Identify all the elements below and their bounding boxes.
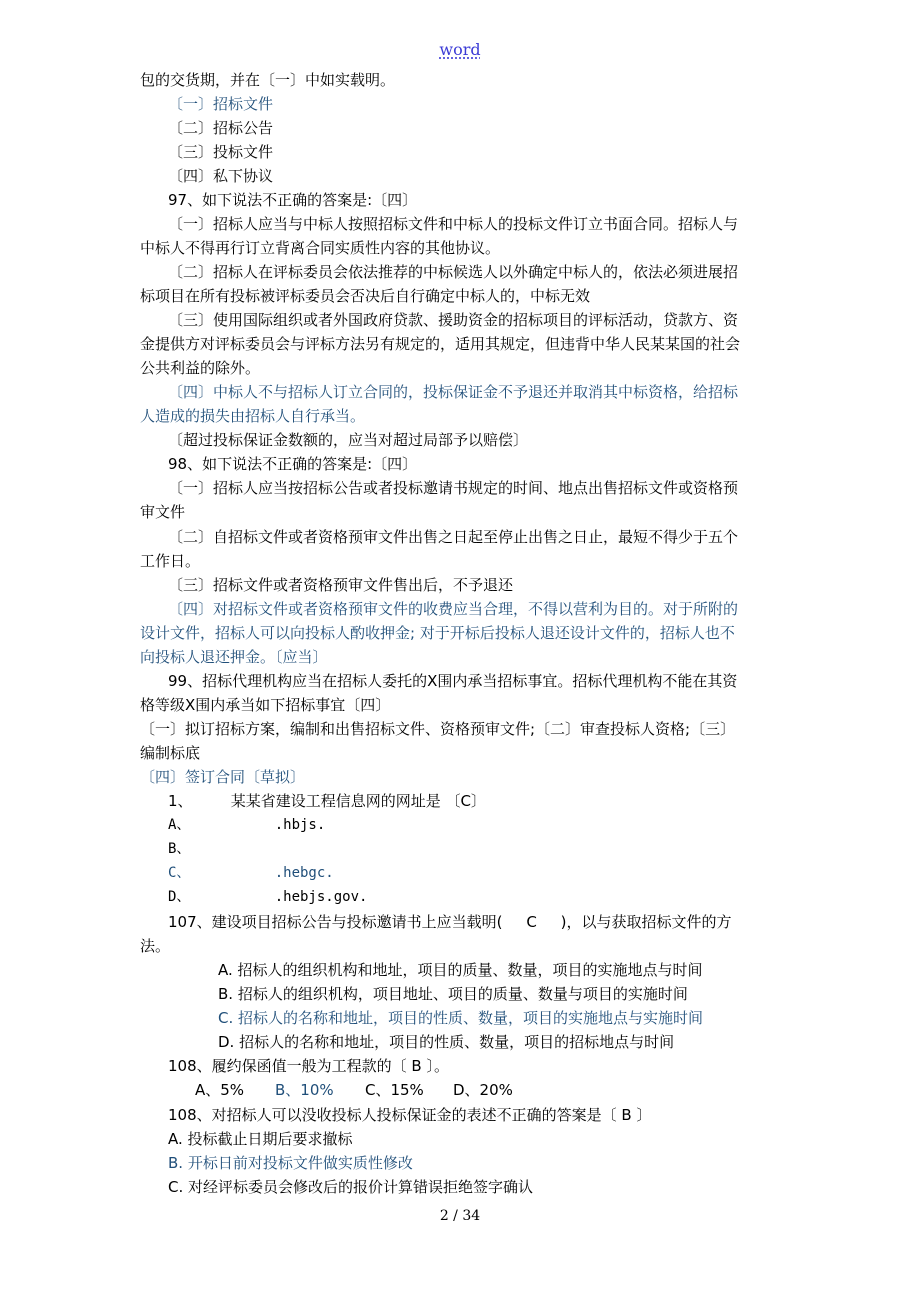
page-number: 2 / 34 <box>439 1208 481 1224</box>
question-line: 1、 某某省建设工程信息网的网址是 〔C〕 <box>168 792 486 810</box>
text-line: 〔一〕招标人应当按招标公告或者投标邀请书规定的时间、地点出售招标文件或资格预 <box>168 479 739 497</box>
option-b-answer: B、10% <box>275 1081 334 1099</box>
text-line: 法。 <box>140 937 171 955</box>
option-a: A、5% <box>195 1081 245 1099</box>
question-line: 108、对招标人可以没收投标人投标保证金的表述不正确的答案是〔 B 〕 <box>168 1106 652 1124</box>
answer-line: 〔四〕中标人不与招标人订立合同的，投标保证金不予退还并取消其中标资格，给招标 <box>168 383 739 401</box>
text-line: 格等级X围内承当如下招标事宜〔四〕 <box>140 696 391 714</box>
option-line: B、 <box>168 841 191 857</box>
answer-line: 〔四〕对招标文件或者资格预审文件的收费应当合理，不得以营利为目的。对于所附的 <box>168 600 739 618</box>
text-line: 标项目在所有投标被评标委员会否决后自行确定中标人的，中标无效 <box>140 287 591 305</box>
answer-line: 设计文件，招标人可以向投标人酌收押金; 对于开标后投标人退还设计文件的，招标人也不 <box>140 624 735 642</box>
question-line: 98、如下说法不正确的答案是:〔四〕 <box>168 455 418 473</box>
option-line: A、 .hbjs. <box>168 817 326 833</box>
option-d: D、20% <box>453 1081 513 1099</box>
text-line: 金提供方对评标委员会与评标方法另有规定的，适用其规定，但违背中华人民某某国的社会 <box>140 335 741 353</box>
answer-option-line: C. 招标人的名称和地址，项目的性质、数量，项目的实施地点与实施时间 <box>218 1009 704 1027</box>
text-line: 〔超过投标保证金数额的，应当对超过局部予以赔偿〕 <box>168 431 529 449</box>
text-line: 工作日。 <box>140 552 201 570</box>
option-line: B. 招标人的组织机构，项目地址、项目的质量、数量与项目的实施时间 <box>218 985 688 1003</box>
text-line: 〔四〕私下协议 <box>168 167 274 185</box>
option-line: D. 招标人的名称和地址，项目的性质、数量，项目的招标地点与时间 <box>218 1033 675 1051</box>
question-line: 108、履约保函值一般为工程款的〔 B 〕。 <box>168 1057 449 1075</box>
text-line: 公共利益的除外。 <box>140 359 261 377</box>
answer-line: 〔四〕签订合同〔草拟〕 <box>140 768 306 786</box>
text-line: 〔二〕招标公告 <box>168 119 274 137</box>
text-line: 〔二〕招标人在评标委员会依法推荐的中标候选人以外确定中标人的，依法必须进展招 <box>168 263 739 281</box>
question-line: 99、招标代理机构应当在招标人委托的X围内承当招标事宜。招标代理机构不能在其资 <box>168 672 738 690</box>
text-line: 编制标底 <box>140 744 201 762</box>
text-line: 〔一〕招标人应当与中标人按照招标文件和中标人的投标文件订立书面合同。招标人与 <box>168 215 739 233</box>
text-line: 〔三〕招标文件或者资格预审文件售出后，不予退还 <box>168 576 514 594</box>
answer-option-line: C、 .hebgc. <box>168 865 334 881</box>
text-line: 中标人不得再行订立背离合同实质性内容的其他协议。 <box>140 239 501 257</box>
text-line: 〔三〕投标文件 <box>168 143 274 161</box>
option-line: C. 对经评标委员会修改后的报价计算错误拒绝签字确认 <box>168 1178 534 1196</box>
text-line: 包的交货期，并在〔一〕中如实载明。 <box>140 71 396 89</box>
answer-line: 人造成的损失由招标人自行承当。 <box>140 407 366 425</box>
question-line: 107、建设项目招标公告与投标邀请书上应当载明( C )，以与获取招标文件的方 <box>168 913 732 931</box>
text-line: 〔一〕拟订招标方案，编制和出售招标文件、资格预审文件;〔二〕审查投标人资格;〔三〕 <box>140 720 736 738</box>
answer-line: 〔一〕招标文件 <box>168 95 274 113</box>
option-line: A. 招标人的组织机构和地址，项目的质量、数量，项目的实施地点与时间 <box>218 961 703 979</box>
answer-option-line: B. 开标日前对投标文件做实质性修改 <box>168 1154 413 1172</box>
option-line: A. 投标截止日期后要求撤标 <box>168 1130 353 1148</box>
option-c: C、15% <box>365 1081 424 1099</box>
text-line: 〔二〕自招标文件或者资格预审文件出售之日起至停止出售之日止，最短不得少于五个 <box>168 528 739 546</box>
text-line: 〔三〕使用国际组织或者外国政府贷款、援助资金的招标项目的评标活动，贷款方、资 <box>168 311 739 329</box>
option-line: D、 .hebjs.gov. <box>168 889 368 905</box>
answer-line: 向投标人退还押金。〔应当〕 <box>140 648 328 666</box>
header-label[interactable]: word <box>439 40 481 59</box>
text-line: 审文件 <box>140 503 186 521</box>
question-line: 97、如下说法不正确的答案是:〔四〕 <box>168 191 418 209</box>
page-header <box>0 40 920 59</box>
